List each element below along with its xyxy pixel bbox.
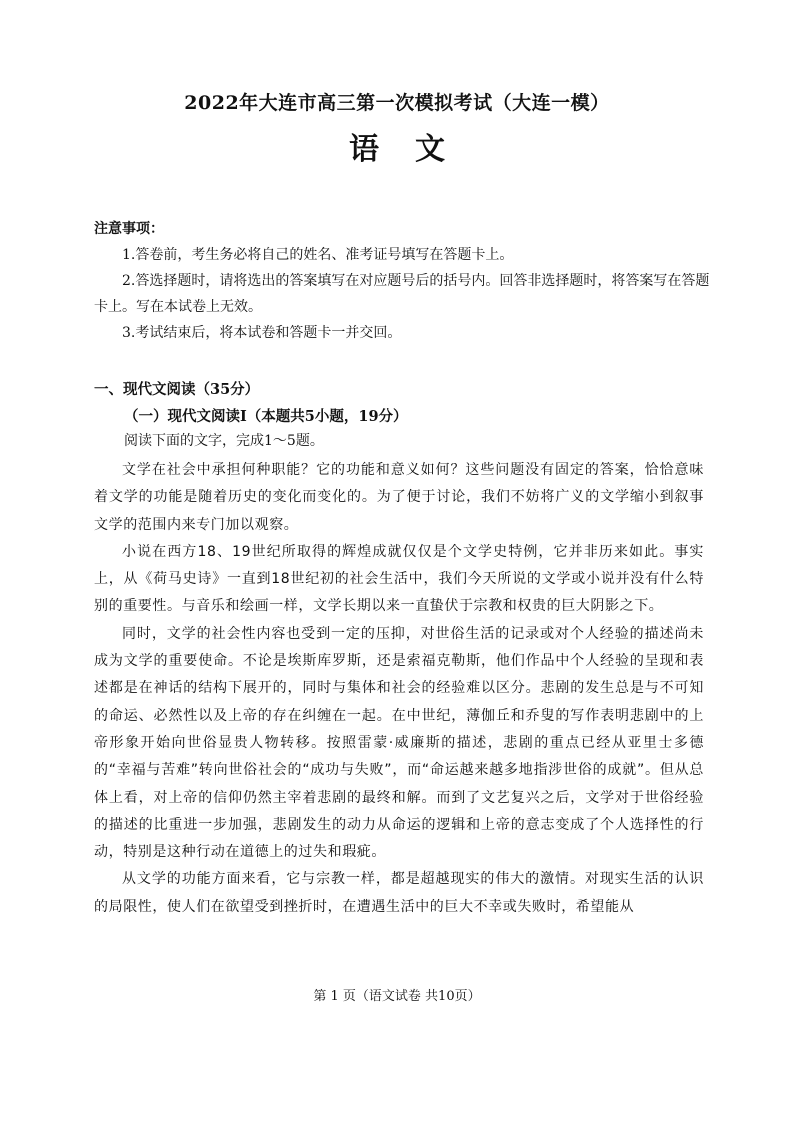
notice-item-1: 1.答卷前，考生务必将自己的姓名、准考证号填写在答题卡上。: [122, 247, 514, 263]
exam-title: 2022年大连市高三第一次模拟考试（大连一模）: [184, 92, 610, 114]
page-footer: 第 1 页（语文试卷 共10页）: [313, 989, 481, 1004]
passage-paragraph: 文学在社会中承担何种职能？它的功能和意义如何？这些问题没有固定的答案，恰恰意味着文学的功能是随着历史的变化而变化的。为了便于讨论，我们不妨将广义的文学缩小到叙事文学的范围内来专门加以观察。: [94, 462, 704, 533]
subsection-heading: （一）现代文阅读Ⅰ（本题共5小题，19分）: [124, 408, 408, 425]
reading-passage: [94, 457, 704, 921]
passage-paragraph: 同时，文学的社会性内容也受到一定的压抑，对世俗生活的记录或对个人经验的描述尚未成为文学的重要使命。不论是埃斯库罗斯，还是索福克勒斯，他们作品中个人经验的呈现和表述都是在神话的结构下展开的，同时与集体和社会的经验难以区分。悲剧的发生总是与不可知的命运、必然性以及上帝的存在纠缠在一起。在中世纪，薄伽丘和乔叟的写作表明悲剧中的上帝形象开始向世俗显贵人物转移。按照雷蒙·威廉斯的描述，悲剧的重点已经从亚里士多德的“幸福与苦难”转向世俗社会的“成功与失败”，而“命运越来越多地指涉世俗的成就”。但从总体上看，对上帝的信仰仍然主宰着悲剧的最终和解。而到了文艺复兴之后，文学对于世俗经验的描述的比重进一步加强，悲剧发生的动力从命运的逻辑和上帝的意志变成了个人选择性的行动，特别是这种行动在道德上的过失和瑕疵。: [94, 625, 704, 861]
notice-item-3: 3.考试结束后，将本试卷和答题卡一并交回。: [122, 325, 402, 341]
reading-instruction: 阅读下面的文字，完成1～5题。: [124, 433, 324, 449]
passage-paragraph: 小说在西方18、19世纪所取得的辉煌成就仅仅是个文学史特例，它并非历来如此。事实上，从《荷马史诗》一直到18世纪初的社会生活中，我们今天所说的文学或小说并没有什么特别的重要性。与音乐和绘画一样，文学长期以来一直蛰伏于宗教和权贵的巨大阴影之下。: [94, 543, 704, 615]
subject-title: 语文: [349, 132, 481, 167]
notice-heading: 注意事项：: [94, 221, 164, 237]
passage-paragraph: 从文学的功能方面来看，它与宗教一样，都是超越现实的伟大的激情。对现实生活的认识的局限性，使人们在欲望受到挫折时，在遭遇生活中的巨大不幸或失败时，希望能从: [94, 871, 704, 915]
notice-item-2: 2.答选择题时，请将选出的答案填写在对应题号后的括号内。回答非选择题时，将答案写在答题卡上。写在本试卷上无效。: [94, 273, 710, 315]
section-heading: 一、现代文阅读（35分）: [94, 381, 260, 398]
